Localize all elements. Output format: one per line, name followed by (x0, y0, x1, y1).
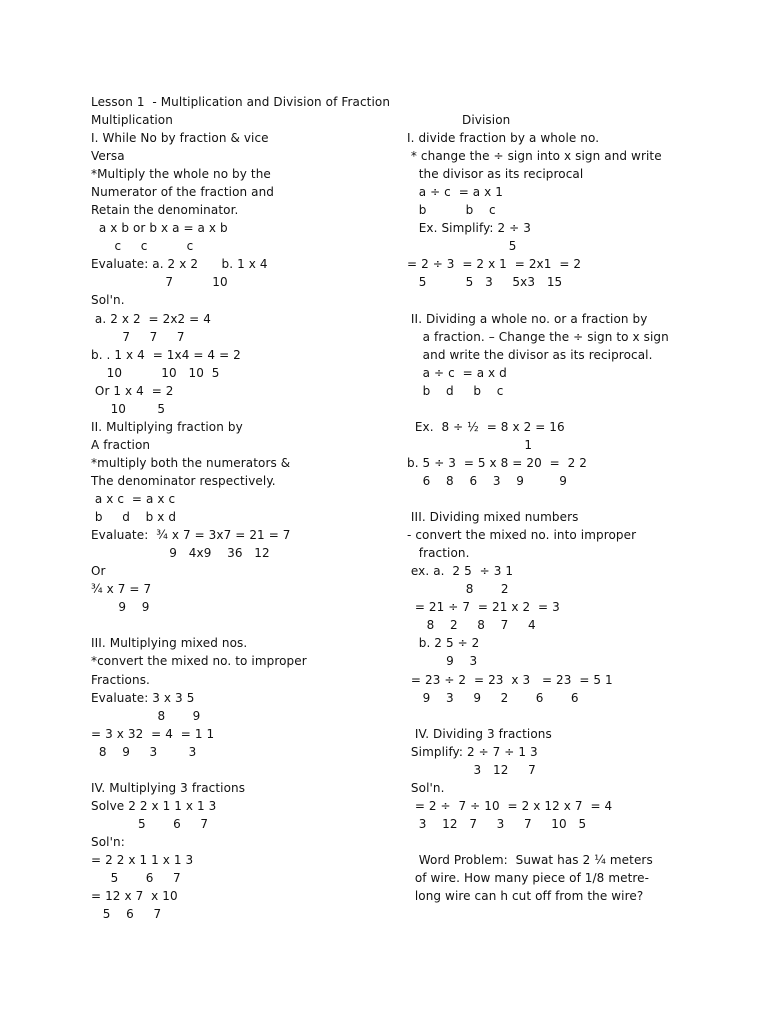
division-line: 1 (407, 437, 533, 452)
division-line: Ex. Simplify: 2 ÷ 3 (407, 221, 531, 236)
division-line: 8 2 (407, 582, 509, 597)
multiplication-line: Sol'n. (91, 293, 125, 308)
multiplication-line: IV. Multiplying 3 fractions (91, 780, 246, 795)
multiplication-line: III. Multiplying mixed nos. (91, 636, 248, 651)
division-line: of wire. How many piece of 1/8 metre- (407, 871, 650, 886)
multiplication-line: 9 9 (91, 600, 150, 615)
division-line: 3 12 7 3 7 10 5 (407, 816, 587, 831)
division-line: - convert the mixed no. into improper (407, 528, 637, 543)
multiplication-line: *multiply both the numerators & (91, 455, 291, 470)
multiplication-line: 7 10 (91, 275, 228, 290)
division-line: III. Dividing mixed numbers (407, 510, 579, 525)
division-line: Simplify: 2 ÷ 7 ÷ 1 3 (407, 744, 538, 759)
division-line: = 2 ÷ 3 = 2 x 1 = 2x1 = 2 (407, 257, 582, 272)
division-line: Sol'n. (407, 780, 445, 795)
multiplication-line: 9 4x9 36 12 (91, 546, 270, 561)
multiplication-line: Evaluate: ¾ x 7 = 3x7 = 21 = 7 (91, 528, 291, 543)
multiplication-line: c c c (91, 239, 194, 254)
division-line: b. 2 5 ÷ 2 (407, 636, 480, 651)
multiplication-line: Retain the denominator. (91, 203, 239, 218)
division-line: = 2 ÷ 7 ÷ 10 = 2 x 12 x 7 = 4 (407, 798, 613, 813)
division-line: the divisor as its reciprocal (407, 167, 584, 182)
division-line: a fraction. – Change the ÷ sign to x sign (407, 329, 669, 344)
multiplication-line: II. Multiplying fraction by (91, 419, 243, 434)
division-line: * change the ÷ sign into x sign and write (407, 149, 662, 164)
division-line: b d b c (407, 383, 504, 398)
page-title: Lesson 1 - Multiplication and Division of Fraction (91, 95, 391, 109)
division-line: b. 5 ÷ 3 = 5 x 8 = 20 = 2 2 (407, 455, 588, 470)
multiplication-line: 7 7 7 (91, 329, 185, 344)
multiplication-line: Evaluate: 3 x 3 5 (91, 690, 195, 705)
multiplication-line: I. While No by fraction & vice (91, 131, 269, 145)
multiplication-line: 8 9 (91, 708, 201, 723)
multiplication-line: = 3 x 32 = 4 = 1 1 (91, 726, 215, 741)
division-heading: Division (462, 113, 511, 127)
multiplication-line: A fraction (91, 437, 151, 452)
multiplication-line: 5 6 7 (91, 816, 209, 831)
division-line: fraction. (407, 546, 470, 561)
division-line: ex. a. 2 5 ÷ 3 1 (407, 564, 514, 579)
multiplication-line: 10 10 10 5 (91, 365, 220, 380)
division-line: long wire can h cut off from the wire? (407, 889, 644, 904)
division-line: 9 3 9 2 6 6 (407, 690, 579, 705)
multiplication-line: ¾ x 7 = 7 (91, 582, 152, 597)
division-line: Word Problem: Suwat has 2 ¼ meters (407, 853, 653, 867)
multiplication-line: Evaluate: a. 2 x 2 b. 1 x 4 (91, 257, 268, 272)
division-line: 5 (407, 239, 517, 254)
division-line: b b c (407, 203, 496, 218)
division-line: 5 5 3 5x3 15 (407, 275, 563, 290)
multiplication-line: 5 6 7 (91, 871, 181, 886)
multiplication-line: 10 5 (91, 401, 166, 416)
multiplication-line: 5 6 7 (91, 907, 162, 922)
multiplication-line: = 2 2 x 1 1 x 1 3 (91, 853, 194, 867)
multiplication-line: Or (91, 564, 106, 579)
division-line: a ÷ c = a x 1 (407, 185, 503, 200)
multiplication-line: 8 9 3 3 (91, 744, 197, 759)
multiplication-line: a. 2 x 2 = 2x2 = 4 (91, 311, 211, 326)
multiplication-line: *Multiply the whole no by the (91, 167, 271, 182)
multiplication-line: Fractions. (91, 672, 150, 687)
division-line: = 21 ÷ 7 = 21 x 2 = 3 (407, 600, 560, 615)
division-line: II. Dividing a whole no. or a fraction by (407, 311, 648, 326)
multiplication-line: a x b or b x a = a x b (91, 221, 228, 236)
multiplication-line: Sol'n: (91, 834, 125, 849)
division-line: 8 2 8 7 4 (407, 618, 536, 633)
multiplication-line: Numerator of the fraction and (91, 185, 275, 200)
division-line: 9 3 (407, 654, 478, 669)
multiplication-line: *convert the mixed no. to improper (91, 654, 307, 669)
division-line: 6 8 6 3 9 9 (407, 473, 567, 488)
division-line: 3 12 7 (407, 762, 536, 777)
multiplication-line: Solve 2 2 x 1 1 x 1 3 (91, 798, 217, 813)
division-line: a ÷ c = a x d (407, 365, 507, 380)
division-line: I. divide fraction by a whole no. (407, 131, 600, 145)
multiplication-line: b d b x d (91, 510, 177, 525)
multiplication-line: b. . 1 x 4 = 1x4 = 4 = 2 (91, 347, 241, 362)
multiplication-line: The denominator respectively. (91, 473, 276, 488)
multiplication-line: = 12 x 7 x 10 (91, 889, 178, 904)
multiplication-heading: Multiplication (91, 113, 173, 127)
division-line: IV. Dividing 3 fractions (407, 726, 552, 741)
multiplication-line: a x c = a x c (91, 492, 176, 506)
division-line: Ex. 8 ÷ ½ = 8 x 2 = 16 (407, 419, 565, 434)
multiplication-line: Versa (91, 149, 125, 164)
division-line: and write the divisor as its reciprocal. (407, 347, 653, 362)
division-line: = 23 ÷ 2 = 23 x 3 = 23 = 5 1 (407, 672, 613, 687)
multiplication-line: Or 1 x 4 = 2 (91, 383, 174, 398)
